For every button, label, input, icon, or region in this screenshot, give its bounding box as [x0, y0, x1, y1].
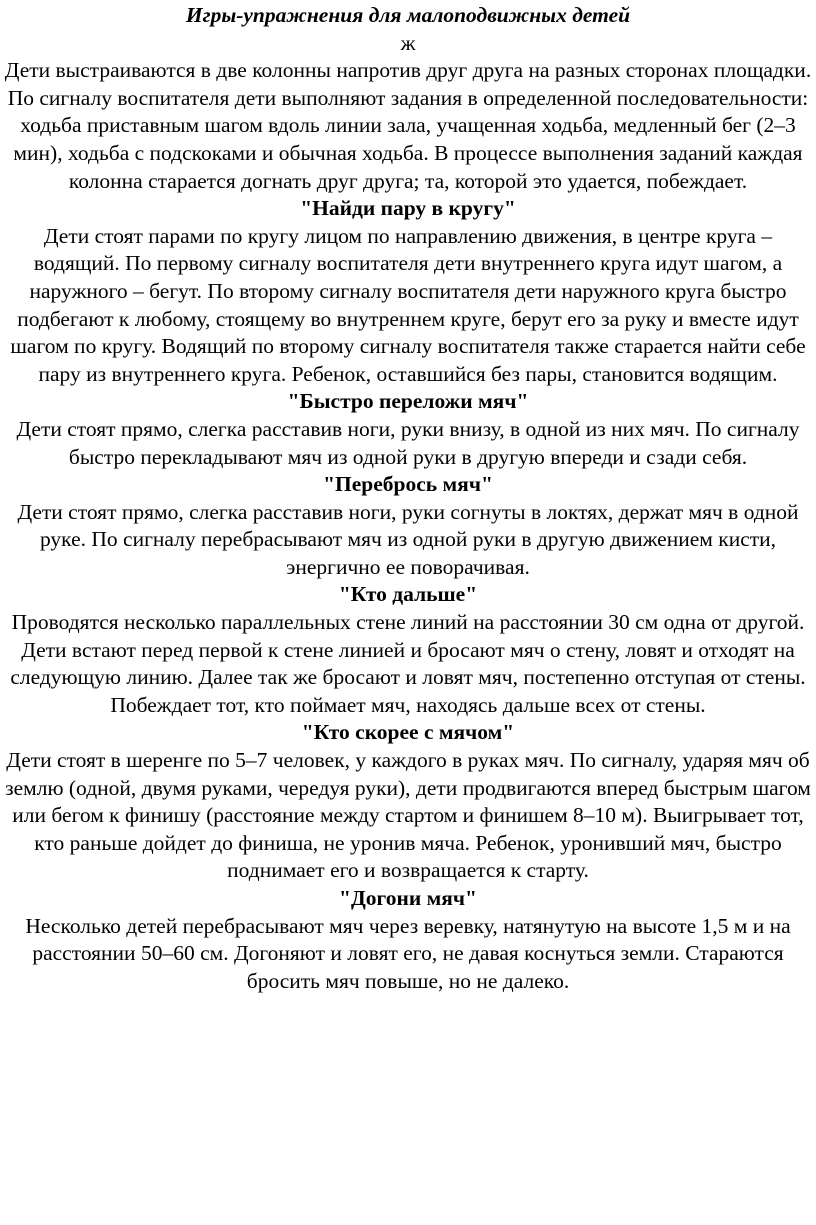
section-heading-find-pair: "Найди пару в кругу": [300, 196, 516, 221]
document-title: Игры-упражнения для малоподвижных детей: [185, 3, 631, 27]
section-heading-toss-ball: "Перебрось мяч": [323, 472, 493, 497]
section-text-catch-ball: Несколько детей перебрасывают мяч через веревку, натянутую на высоте 1,5 м и на расстоянии 50–60 см. Догоняют и ловят его, не давая коснуться земли. Стараются бросить мяч повыше, но не далеко.: [25, 913, 791, 993]
section-heading-catch-ball: "Догони мяч": [339, 886, 477, 910]
section-text-quick-ball: Дети стоят прямо, слегка расставив ноги, руки внизу, в одной из них мяч. По сигналу быстро перекладывают мяч из одной руки в другую впереди и сзади себя.: [16, 416, 800, 469]
section-text-who-faster: Дети стоят в шеренге по 5–7 человек, у каждого в руках мяч. По сигналу, ударяя мяч об землю (одной, двумя руками, чередуя руки), дети продвигаются вперед быстрым шагом или бегом к финишу (расстояние между стартом и финишем 8–10 м). Выигрывает тот, кто раньше дойдет до финиша, не уронив мяча. Ребенок, уронивший мяч, быстро поднимает его и возвращается к старту.: [5, 748, 811, 883]
section-text-who-farther: Проводятся несколько параллельных стене линий на расстоянии 30 см одна от другой. Дети встают перед первой к стене линией и бросают мяч о стену, ловят и отходят на следующую линию. Далее так же бросают и ловят мяч, постепенно отступая от стены. Побеждает тот, кто поймает мяч, находясь дальше всех от стены.: [10, 610, 806, 717]
document-subtitle: ж: [400, 30, 416, 55]
section-heading-who-faster: "Кто скорее с мячом": [301, 720, 515, 745]
section-heading-who-farther: "Кто дальше": [338, 582, 478, 607]
section-text-toss-ball: Дети стоят прямо, слегка расставив ноги, руки согнуты в локтях, держат мяч в одной руке. По сигналу перебрасывают мяч из одной руки в другую движением кисти, энергично ее поворачивая.: [17, 499, 799, 579]
section-heading-quick-ball: "Быстро переложи мяч": [287, 389, 529, 414]
intro-paragraph: Дети выстраиваются в две колонны напротив друг друга на разных сторонах площадки. По сигналу воспитателя дети выполняют задания в определенной последовательности: ходьба приставным шагом вдоль линии зала, учащенная ходьба, медленный бег (2–3 мин), ходьба с подскоками и обычная ходьба. В процессе выполнения заданий каждая колонна старается догнать друг друга; та, которой это удается, побеждает.: [4, 58, 812, 193]
section-text-find-pair: Дети стоят парами по кругу лицом по направлению движения, в центре круга – водящий. По первому сигналу воспитателя дети внутреннего круга идут шагом, а наружного – бегут. По второму сигналу воспитателя дети наружного круга быстро подбегают к любому, стоящему во внутреннем круге, берут его за руку и вместе идут шагом по кругу. Водящий по второму сигналу воспитателя также старается найти себе пару из внутреннего круга. Ребенок, оставшийся без пары, становится водящим.: [10, 223, 806, 386]
